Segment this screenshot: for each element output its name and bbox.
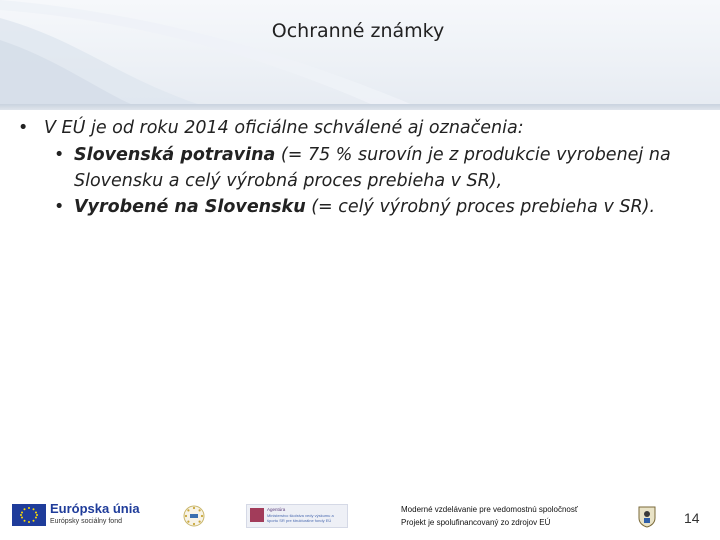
eu-flag-icon	[12, 504, 46, 526]
footer	[0, 496, 720, 540]
bullet-list	[18, 110, 708, 220]
sub-bullet-item	[54, 194, 708, 220]
project-line2: Projekt je spolufinancovaný zo zdrojov EÚ	[401, 518, 551, 527]
header-sweep-decoration	[0, 0, 720, 108]
project-line1: Moderné vzdelávanie pre vedomostnú spoločnosť	[401, 505, 578, 514]
sub-bullet-item	[54, 142, 708, 194]
sub-bullet-text: (= 75 % surovín je z produkcie vyrobenej na Slovensku a celý výrobná proces prebieha v SR),	[74, 145, 671, 191]
page-number: 14	[684, 510, 700, 526]
bullet-text: V EÚ je od roku 2014 oficiálne schválené aj označenia:	[44, 118, 524, 138]
eu-subtitle: Európsky sociálny fond	[50, 518, 122, 525]
bullet-glyph: •	[54, 197, 65, 217]
bullet-item	[18, 114, 708, 142]
coat-of-arms-icon	[638, 506, 656, 528]
eu-title: Európska únia	[50, 501, 140, 516]
bullet-glyph: •	[54, 145, 65, 165]
sub-bullet-text: (= celý výrobný proces prebieha v SR).	[305, 197, 656, 217]
agency-logo-line1: Agentúra	[267, 507, 286, 512]
bullet-glyph: •	[18, 118, 29, 138]
agency-mark-icon	[250, 508, 264, 522]
star-emblem-icon	[182, 504, 206, 528]
sub-bullet-bold: Vyrobené na Slovensku	[74, 197, 306, 217]
agency-logo-line2: Ministerstvo školstva vedy výskumu a športu SR pre štrukturálne fondy EÚ	[267, 513, 334, 523]
eu-logo	[12, 501, 140, 525]
agency-logo	[246, 504, 348, 528]
sub-bullet-bold: Slovenská potravina	[74, 145, 276, 165]
slide-title: Ochranné známky	[271, 20, 445, 42]
project-info	[401, 503, 578, 529]
